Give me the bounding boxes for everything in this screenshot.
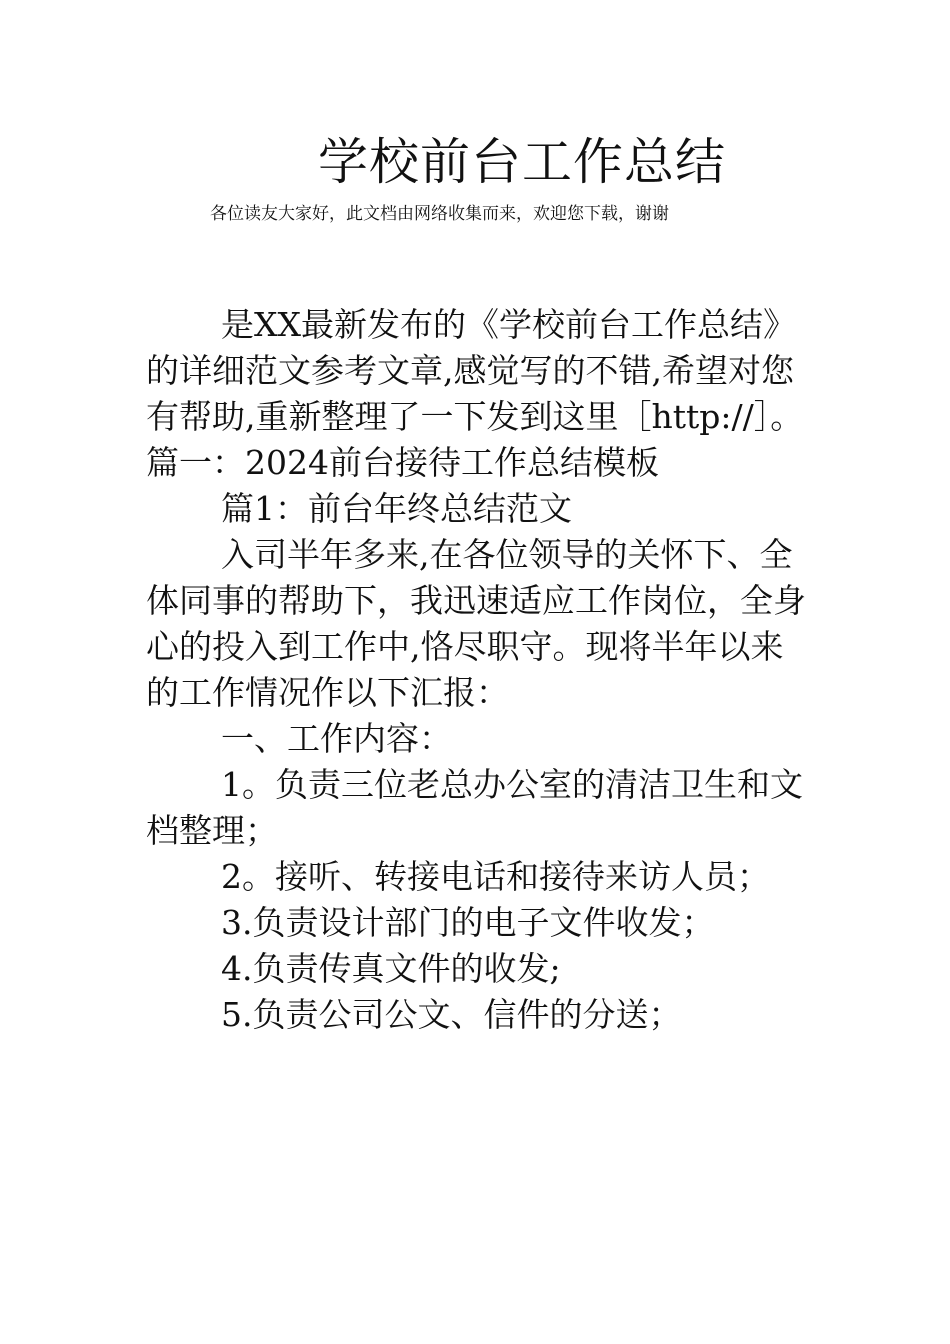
document-title: 学校前台工作总结 bbox=[318, 133, 726, 191]
list-item: 5.负责公司公文、信件的分送； bbox=[221, 995, 682, 1034]
subsection-heading: 一、工作内容： bbox=[221, 719, 452, 758]
list-item: 2。接听、转接电话和接待来访人员； bbox=[221, 857, 770, 896]
list-item: 3.负责设计部门的电子文件收发； bbox=[221, 903, 715, 942]
intro-paragraph: 是XX最新发布的《学校前台工作总结》的详细范文参考文章,感觉写的不错,希望对您有帮助,重新整理了一下发到这里［http://］。篇一：2024前台接待工作总结模板 bbox=[146, 305, 804, 482]
section-heading: 篇1：前台年终总结范文 bbox=[221, 489, 572, 528]
list-item: 1。负责三位老总办公室的清洁卫生和文档整理； bbox=[146, 765, 803, 850]
download-notice: 各位读友大家好，此文档由网络收集而来，欢迎您下载，谢谢 bbox=[210, 204, 669, 224]
document-body bbox=[146, 302, 812, 1038]
body-paragraph: 入司半年多来,在各位领导的关怀下、全体同事的帮助下，我迅速适应工作岗位，全身心的投入到工作中,恪尽职守。现将半年以来的工作情况作以下汇报： bbox=[146, 535, 806, 712]
list-item: 4.负责传真文件的收发; bbox=[221, 949, 561, 988]
